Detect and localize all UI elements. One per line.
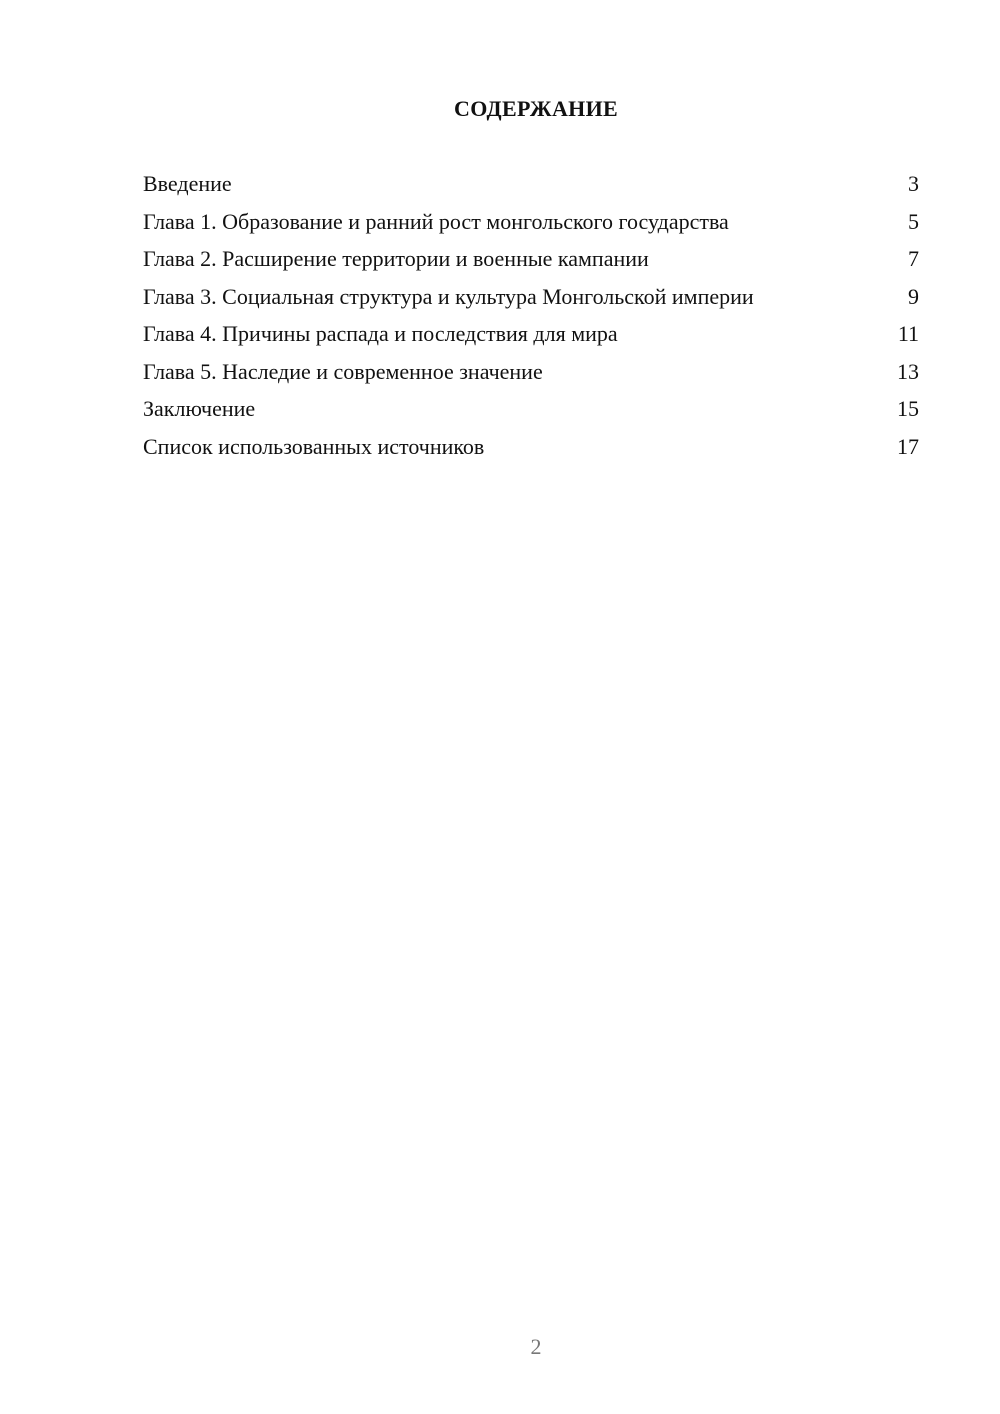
toc-entry-chapter-5[interactable] [143,358,919,386]
toc-entry-page: 11 [897,321,919,346]
toc-entry-references[interactable] [143,433,919,461]
toc-entry-label: Введение [143,171,232,196]
toc-entry-label: Заключение [143,396,256,421]
toc-entry-page: 3 [908,171,919,196]
toc-entry-page: 7 [908,246,919,271]
toc-entry-chapter-4[interactable] [143,320,919,348]
toc-title: СОДЕРЖАНИЕ [454,96,618,121]
toc-entry-label: Глава 4. Причины распада и последствия для мира [143,321,618,346]
toc-entry-page: 5 [908,208,919,234]
toc-entry-page: 17 [897,433,919,459]
toc-entry-label: Глава 2. Расширение территории и военные кампании [143,246,649,271]
toc-entry-page: 15 [897,396,919,421]
toc-entry-label: Глава 1. Образование и ранний рост монгольского государства [143,208,729,234]
toc-entry-introduction[interactable] [143,170,919,198]
toc-entry-conclusion[interactable] [143,395,919,423]
toc-entry-label: Список использованных источников [143,433,485,459]
toc-entry-page: 13 [897,358,919,384]
toc-entry-chapter-1[interactable] [143,208,919,236]
table-of-contents [143,170,919,470]
page-number: 2 [530,1334,542,1359]
toc-entry-label: Глава 5. Наследие и современное значение [143,358,543,384]
toc-entry-page: 9 [908,283,919,309]
toc-entry-chapter-2[interactable] [143,245,919,273]
toc-entry-chapter-3[interactable] [143,283,919,311]
toc-entry-label: Глава 3. Социальная структура и культура Монгольской империи [143,283,754,309]
